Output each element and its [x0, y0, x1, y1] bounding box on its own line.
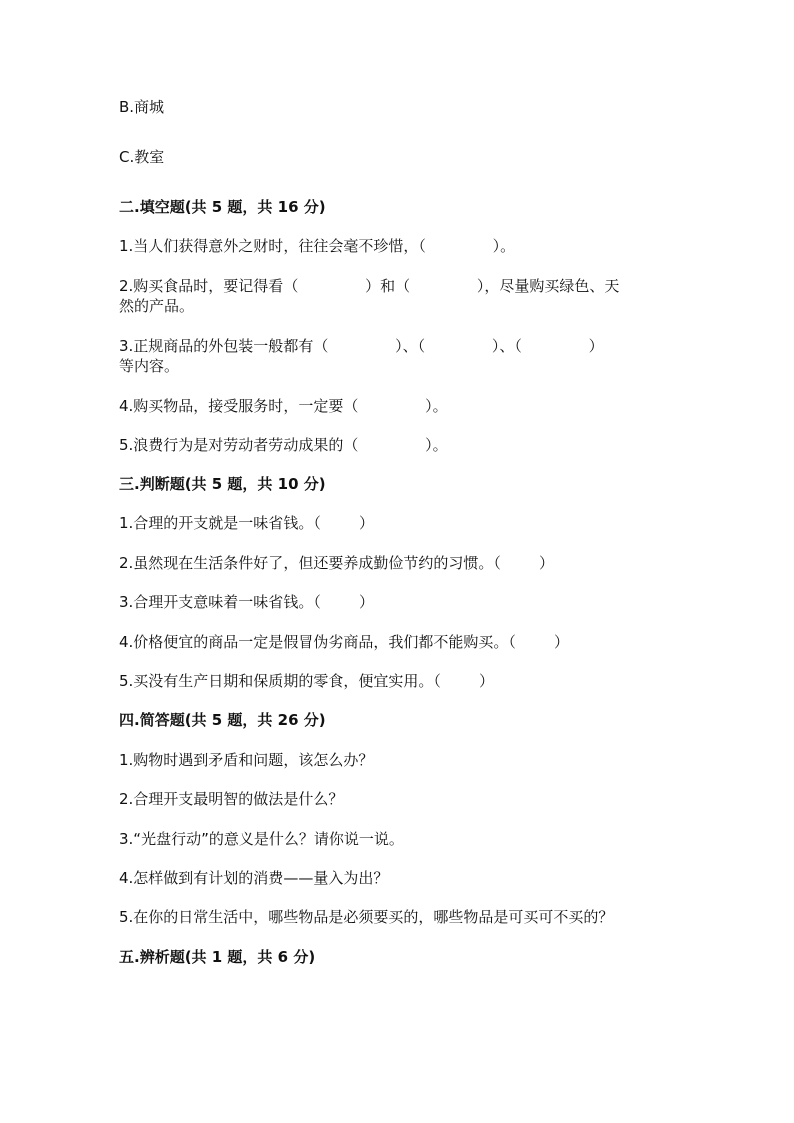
section-analysis-title: 五.辨析题(共 1 题，共 6 分)	[119, 948, 316, 966]
fill-blank-question-3-line-1: 3.正规商品的外包装一般都有（ ）、（ ）、（ ）	[119, 337, 604, 355]
true-false-question-3: 3.合理开支意味着一味省钱。（ ）	[119, 593, 374, 611]
short-answer-question-4: 4.怎样做到有计划的消费——量入为出？	[119, 869, 389, 887]
fill-blank-question-3-line-2: 等内容。	[119, 357, 180, 375]
short-answer-question-2: 2.合理开支最明智的做法是什么？	[119, 790, 344, 808]
option-b: B.商城	[119, 98, 165, 116]
true-false-question-1: 1.合理的开支就是一味省钱。（ ）	[119, 514, 374, 532]
short-answer-question-5: 5.在你的日常生活中，哪些物品是必须要买的，哪些物品是可买可不买的？	[119, 908, 614, 926]
short-answer-question-3: 3.“光盘行动”的意义是什么？请你说一说。	[119, 830, 404, 848]
section-short-answer-title: 四.简答题(共 5 题，共 26 分)	[119, 711, 326, 729]
true-false-question-5: 5.买没有生产日期和保质期的零食，便宜实用。（ ）	[119, 672, 494, 690]
section-fill-blank-title: 二.填空题(共 5 题，共 16 分)	[119, 198, 326, 216]
short-answer-question-1: 1.购物时遇到矛盾和问题，该怎么办？	[119, 751, 374, 769]
section-true-false-title: 三.判断题(共 5 题，共 10 分)	[119, 475, 326, 493]
fill-blank-question-2-line-2: 然的产品。	[119, 297, 195, 315]
true-false-question-4: 4.价格便宜的商品一定是假冒伪劣商品，我们都不能购买。（ ）	[119, 633, 569, 651]
fill-blank-question-4: 4.购买物品，接受服务时，一定要（ ）。	[119, 397, 448, 415]
option-c: C.教室	[119, 148, 165, 166]
fill-blank-question-1: 1.当人们获得意外之财时，往往会毫不珍惜，（ ）。	[119, 237, 516, 255]
fill-blank-question-5: 5.浪费行为是对劳动者劳动成果的（ ）。	[119, 436, 448, 454]
true-false-question-2: 2.虽然现在生活条件好了，但还要养成勤俭节约的习惯。（ ）	[119, 554, 554, 572]
fill-blank-question-2-line-1: 2.购买食品时，要记得看（ ）和（ ），尽量购买绿色、天	[119, 277, 620, 295]
